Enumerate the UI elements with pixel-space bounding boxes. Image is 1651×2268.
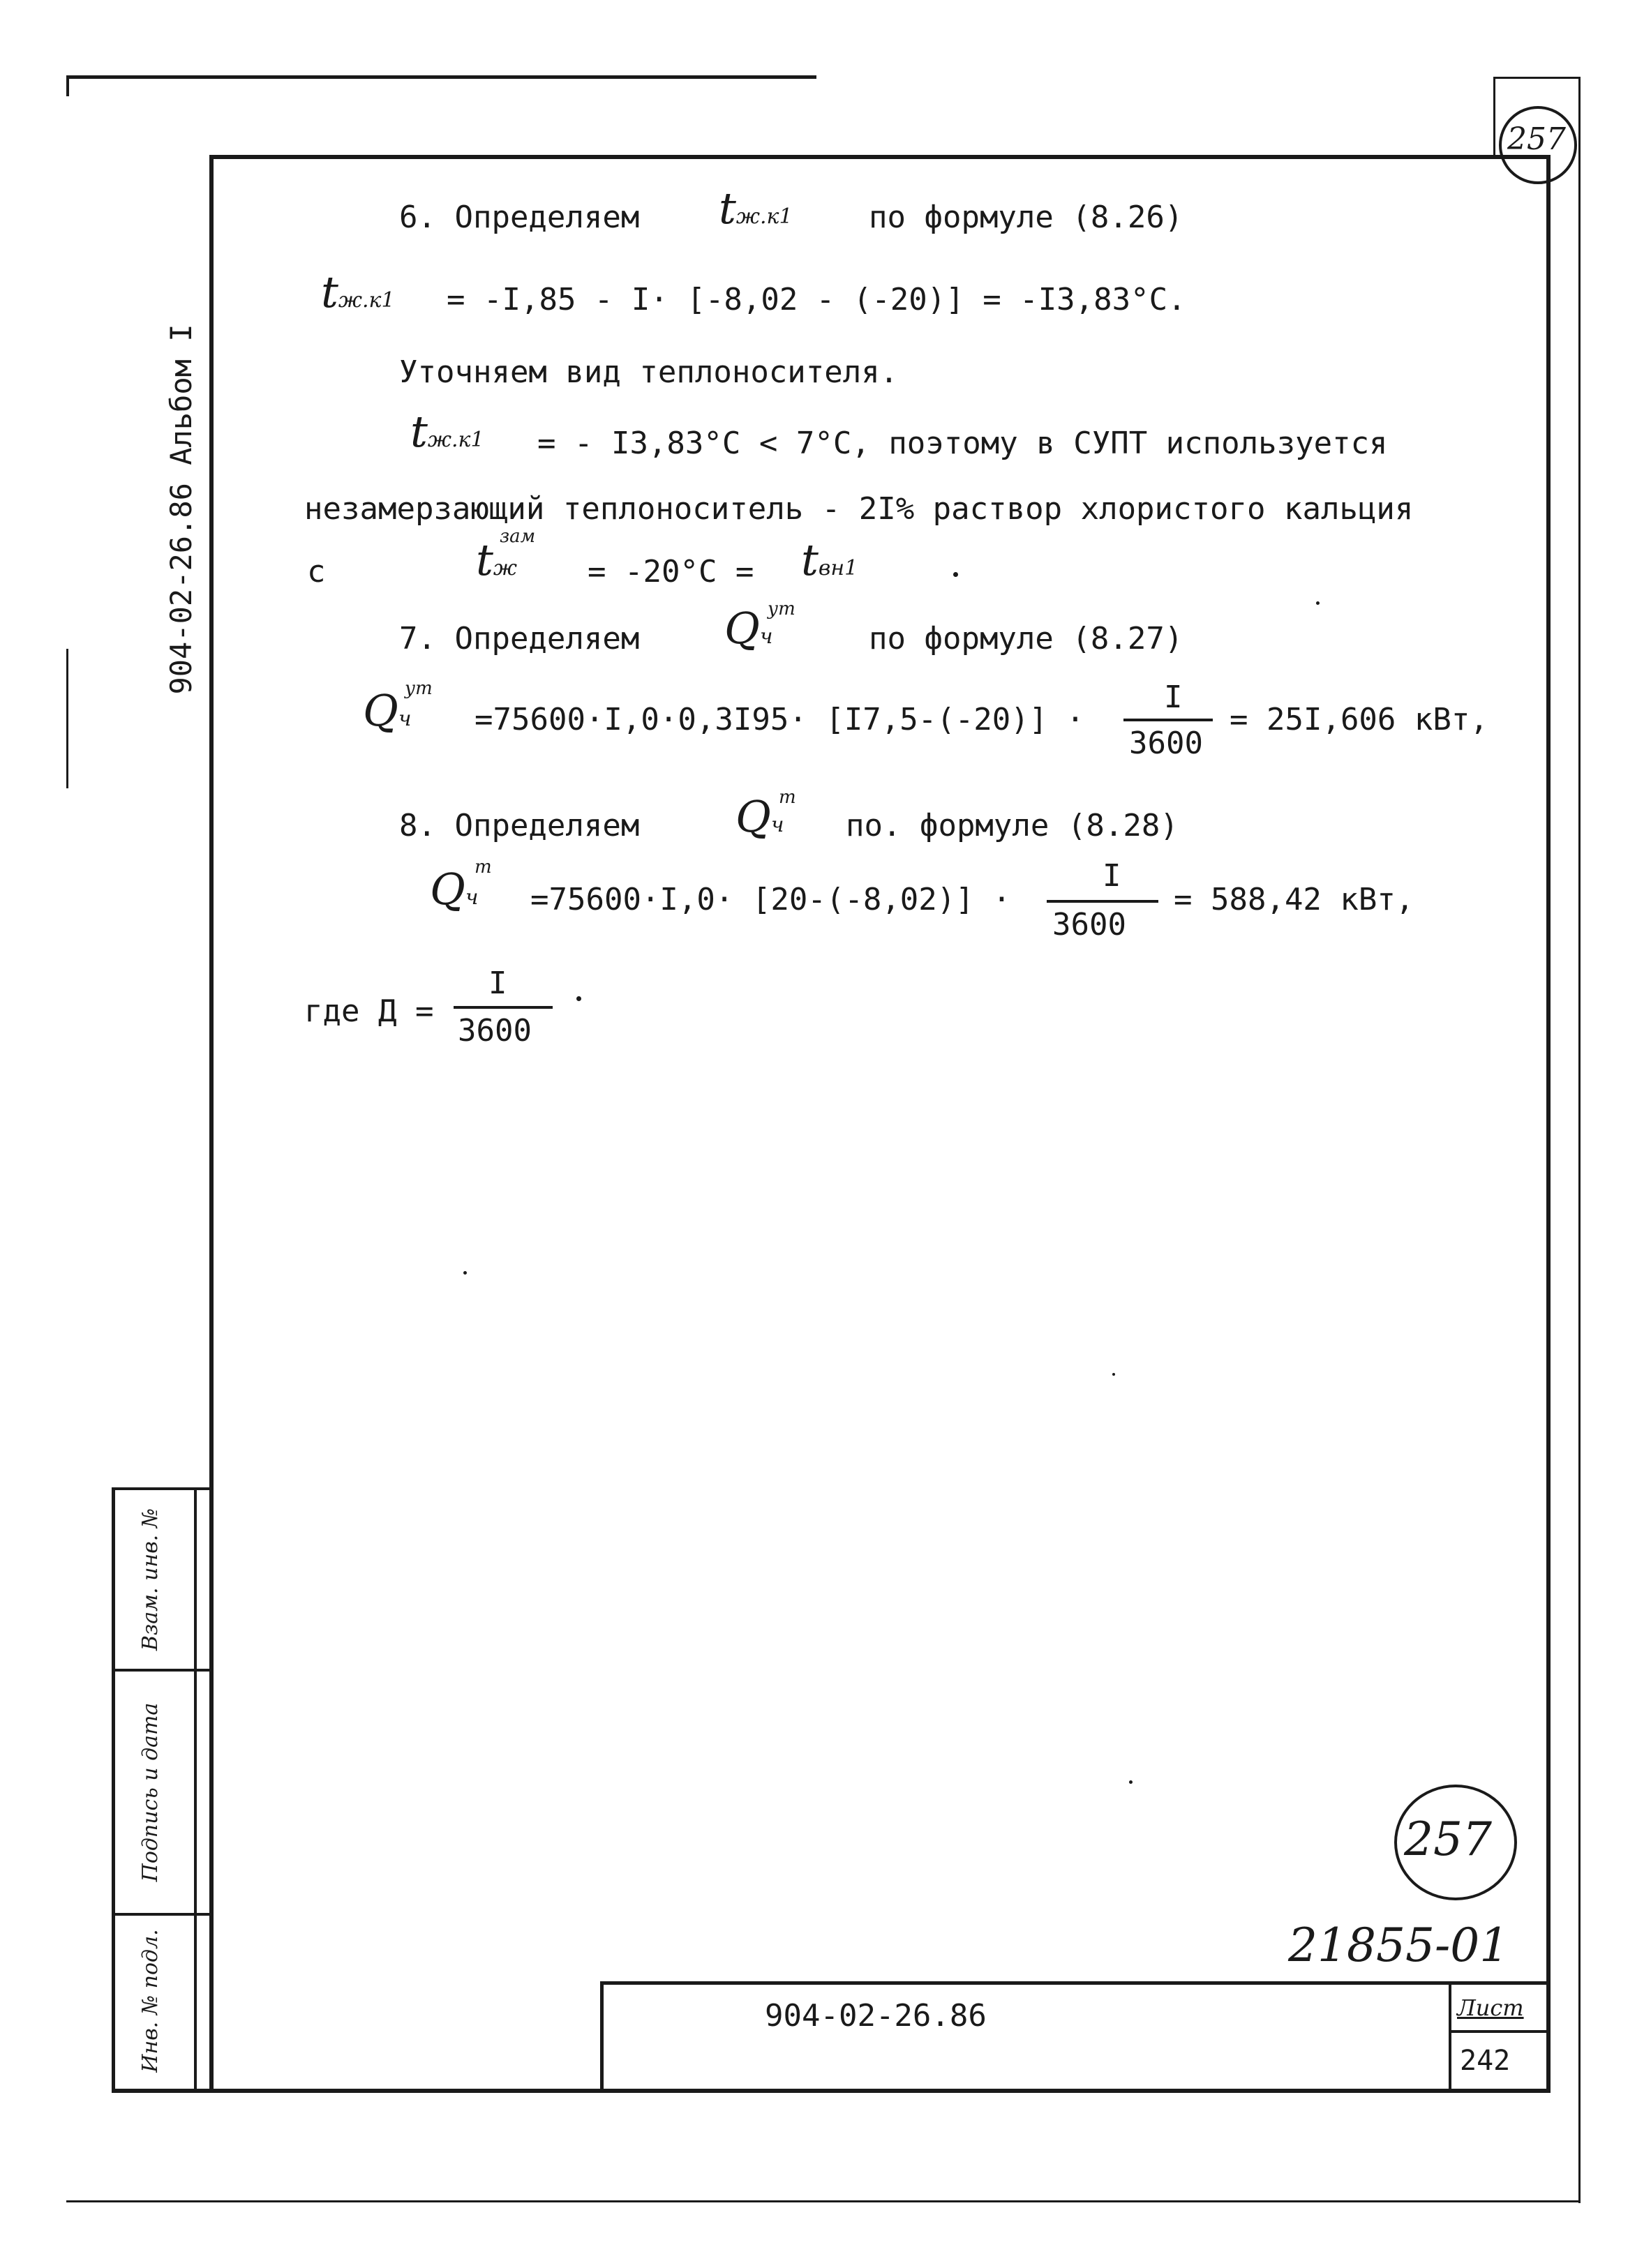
title-block-divider <box>1449 1981 1451 2089</box>
handwritten-stamp-number: 257 <box>1404 1812 1492 1866</box>
side-album-label: 904-02-26.86 Альбом I <box>164 324 198 695</box>
title-block-sheet-label: Лист <box>1457 1995 1524 2021</box>
step8-heading: 8. Определяем <box>399 808 640 843</box>
outer-frame-right <box>1578 155 1581 2203</box>
corner-stamp-number: 257 <box>1507 121 1566 157</box>
q-symbol: Qч <box>735 791 784 842</box>
frame-right <box>1546 155 1551 2091</box>
q-symbol: Qч <box>363 685 412 736</box>
t-symbol: tж.к1 <box>719 183 793 234</box>
scan-speck <box>1316 601 1320 605</box>
t-symbol: tж.к1 <box>321 266 395 317</box>
fraction-numerator: I <box>1103 858 1121 894</box>
ink-dot <box>953 572 958 577</box>
equation-8-27-result: = 25I,606 кВт, <box>1230 702 1488 737</box>
outer-frame-bottom <box>66 2200 1581 2202</box>
fraction-numerator: I <box>488 966 507 1001</box>
t-superscript: зам <box>500 526 536 547</box>
margin-mark <box>66 649 68 788</box>
frame-top <box>209 155 1551 159</box>
step8-formula-ref: по. формуле (8.28) <box>846 808 1179 843</box>
side-sign-date-label: Подпись и дата <box>138 1702 163 1882</box>
q-superscript: т <box>779 787 796 808</box>
t-symbol: tж <box>476 534 518 585</box>
step7-formula-ref: по формуле (8.27) <box>869 621 1183 656</box>
fraction-denominator: 3600 <box>1052 907 1126 943</box>
stamp-box-right <box>1578 77 1581 155</box>
fraction-denominator: 3600 <box>458 1013 532 1049</box>
side-strip-outer <box>112 1487 115 2089</box>
title-block-doc-code: 904-02-26.86 <box>765 1998 987 2034</box>
ink-dot <box>576 996 581 1001</box>
outer-frame-corner <box>66 75 69 96</box>
step6-heading: 6. Определяем <box>399 200 640 235</box>
side-inv-no-label: Инв. № подл. <box>138 1929 163 2073</box>
q-symbol: Qч <box>430 864 479 915</box>
fraction-bar <box>1047 900 1158 903</box>
fraction-numerator: I <box>1164 679 1183 715</box>
scan-speck <box>1129 1780 1133 1784</box>
t-symbol: tвн1 <box>801 534 858 585</box>
title-block-left <box>600 1981 604 2089</box>
title-block-sheet-number: 242 <box>1460 2045 1511 2077</box>
frame-bottom <box>112 2089 1551 2093</box>
q-symbol: Qч <box>724 603 773 654</box>
equation-8-28-result: = 588,42 кВт, <box>1174 882 1414 917</box>
step7-heading: 7. Определяем <box>399 621 640 656</box>
scan-speck <box>463 1271 467 1275</box>
handwritten-code: 21855-01 <box>1288 1918 1509 1972</box>
fraction-denominator: 3600 <box>1129 726 1203 761</box>
q-superscript: т <box>475 857 492 878</box>
title-block-top <box>600 1981 1551 1985</box>
step6-formula-ref: по формуле (8.26) <box>869 200 1183 235</box>
fraction-bar <box>454 1006 553 1009</box>
side-strip-inner <box>194 1487 197 2089</box>
q-superscript: ут <box>405 678 433 699</box>
q-superscript: ут <box>768 599 795 619</box>
stamp-box-left <box>1493 77 1495 155</box>
condition-c: с <box>307 554 326 589</box>
outer-frame-top <box>66 75 816 79</box>
frame-left <box>209 155 214 2091</box>
side-replace-inv-label: Взам. инв. № <box>138 1508 163 1651</box>
clarify-text: Уточняем вид теплоносителя. <box>399 354 899 390</box>
condition-line: = - I3,83°C < 7°C, поэтому в СУПТ используется <box>537 426 1388 461</box>
stamp-box-top <box>1493 77 1580 79</box>
scan-speck <box>1112 1373 1115 1376</box>
equation-8-26: = -I,85 - I· [-8,02 - (-20)] = -I3,83°C. <box>447 282 1186 317</box>
fraction-bar <box>1123 719 1213 721</box>
condition-equals: = -20°C = <box>588 554 754 589</box>
title-block-sheet-divider <box>1449 2030 1551 2033</box>
where-d-text: где Д = <box>304 993 434 1029</box>
equation-8-27: =75600·I,0·0,3I95· [I7,5-(-20)] · <box>475 702 1085 737</box>
condition-line-2: незамерзающий теплоноситель - 2I% раствор хлористого кальция <box>304 491 1414 527</box>
equation-8-28: =75600·I,0· [20-(-8,02)] · <box>530 882 1011 917</box>
t-symbol: tж.к1 <box>410 406 484 457</box>
